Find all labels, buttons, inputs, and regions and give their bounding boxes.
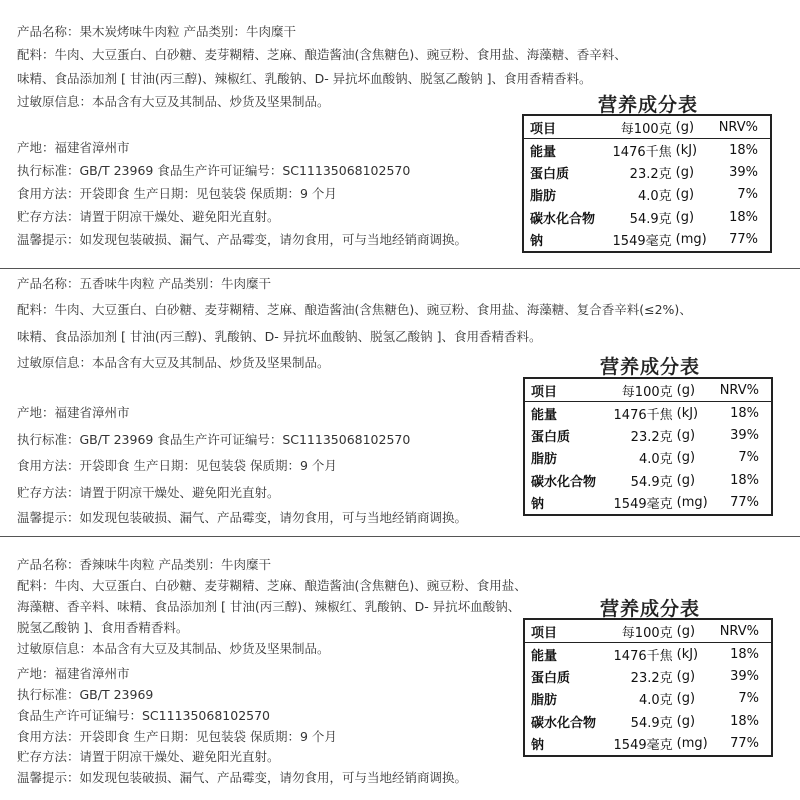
nutrient-name: 钠	[531, 497, 545, 513]
nutrient-amount: 1549毫克	[612, 234, 672, 250]
nutrient-unit: (g)	[676, 427, 696, 443]
nutrient-unit: (g)	[676, 713, 696, 729]
allergen-line: 过敏原信息：本品含有大豆及其制品、炒货及坚果制品。	[17, 641, 330, 656]
header-unit: (g)	[674, 116, 713, 139]
nutrient-name: 碳水化合物	[530, 211, 596, 227]
nutrient-amount: 1476千焦	[613, 407, 673, 423]
nutrient-unit: (mg)	[676, 736, 708, 752]
ingredients-line: 海藻糖、香辛料、味精、食品添加剂 [ 甘油(丙三醇)、辣椒红、乳酸钠、D- 异抗坏血酸钠、	[17, 599, 521, 614]
header-item: 项目	[524, 116, 601, 139]
standard-line: 执行标准：GB/T 23969 食品生产许可证编号：SC11135068102570	[17, 432, 411, 447]
allergen-line: 过敏原信息：本品含有大豆及其制品、炒货及坚果制品。	[17, 94, 330, 109]
nutrient-amount: 54.9克	[630, 474, 673, 490]
header-item: 项目	[525, 620, 602, 643]
header-nrv: NRV%	[714, 379, 771, 402]
nutrient-amount: 54.9克	[629, 211, 672, 227]
nutrient-nrv: 77%	[729, 232, 758, 248]
nutrient-unit: (g)	[676, 450, 696, 466]
nutrient-amount: 4.0克	[638, 693, 673, 709]
nutrition-row	[525, 710, 771, 733]
ingredients-line: 味精、食品添加剂 [ 甘油(丙三醇)、乳酸钠、D- 异抗坏血酸钠、脱氢乙酸钠 ]、食用香精香料。	[17, 329, 542, 344]
header-per100: 每100克	[602, 379, 674, 402]
origin-line: 产地：福建省漳州市	[17, 140, 130, 155]
storage-line: 贮存方法：请置于阴凉干燥处、避免阳光直射。	[17, 485, 280, 500]
nutrition-row	[525, 733, 771, 756]
nutrient-unit: (g)	[676, 472, 696, 488]
nutrient-unit: (mg)	[675, 232, 707, 248]
nutrient-name: 蛋白质	[531, 429, 571, 445]
header-per100: 每100克	[602, 620, 674, 643]
nutrient-amount: 23.2克	[630, 670, 673, 686]
usage-line: 食用方法：开袋即食 生产日期：见包装袋 保质期：9 个月	[17, 458, 337, 473]
standard-line: 执行标准：GB/T 23969 食品生产许可证编号：SC11135068102570	[17, 163, 411, 178]
nutrient-nrv: 7%	[738, 450, 759, 466]
tips-line: 温馨提示：如发现包装破损、漏气、产品霉变，请勿食用，可与当地经销商调换。	[17, 232, 468, 247]
nutrient-name: 钠	[531, 738, 545, 754]
ingredients-line: 配料：牛肉、大豆蛋白、白砂糖、麦芽糊精、芝麻、酿造酱油(含焦糖色)、豌豆粉、食用盐、海藻糖、香辛料、	[17, 47, 627, 62]
nutrition-row	[525, 643, 771, 666]
nutrient-name: 蛋白质	[530, 166, 570, 182]
nutrient-nrv: 7%	[738, 691, 759, 707]
nutrient-unit: (kJ)	[676, 646, 699, 662]
storage-line: 贮存方法：请置于阴凉干燥处、避免阳光直射。	[17, 749, 280, 764]
nutrient-nrv: 18%	[729, 209, 758, 225]
header-per100: 每100克	[601, 116, 673, 139]
nutrient-nrv: 39%	[730, 668, 759, 684]
nutrient-name: 钠	[530, 234, 544, 250]
nutrient-nrv: 7%	[737, 187, 758, 203]
nutrient-amount: 1549毫克	[613, 738, 673, 754]
usage-line: 食用方法：开袋即食 生产日期：见包装袋 保质期：9 个月	[17, 186, 337, 201]
nutrient-unit: (mg)	[676, 495, 708, 511]
product-name-line: 产品名称：五香味牛肉粒 产品类别：牛肉糜干	[17, 276, 271, 291]
nutrition-title: 营养成分表	[600, 598, 701, 620]
license-line: 食品生产许可证编号：SC11135068102570	[17, 708, 271, 723]
nutrient-amount: 1549毫克	[613, 497, 673, 513]
nutrient-nrv: 18%	[730, 713, 759, 729]
ingredients-line: 脱氢乙酸钠 ]、食用香精香料。	[17, 620, 189, 635]
nutrient-unit: (kJ)	[676, 405, 699, 421]
nutrient-nrv: 18%	[730, 646, 759, 662]
nutrient-name: 能量	[531, 407, 558, 423]
nutrient-amount: 23.2克	[629, 166, 672, 182]
product-name-line: 产品名称：香辣味牛肉粒 产品类别：牛肉糜干	[17, 557, 271, 572]
nutrient-unit: (g)	[675, 187, 695, 203]
nutrient-nrv: 77%	[730, 495, 759, 511]
nutrition-title: 营养成分表	[600, 356, 701, 378]
tips-line: 温馨提示：如发现包装破损、漏气、产品霉变，请勿食用，可与当地经销商调换。	[17, 510, 468, 525]
nutrient-unit: (kJ)	[675, 142, 698, 158]
ingredients-line: 味精、食品添加剂 [ 甘油(丙三醇)、辣椒红、乳酸钠、D- 异抗坏血酸钠、脱氢乙酸钠 ]、食用香精香料。	[17, 71, 592, 86]
nutrient-name: 脂肪	[530, 189, 557, 205]
product-name-line: 产品名称：果木炭烤味牛肉粒 产品类别：牛肉糜干	[17, 24, 296, 39]
nutrient-amount: 4.0克	[638, 452, 673, 468]
header-nrv: NRV%	[713, 116, 770, 139]
nutrient-name: 脂肪	[531, 452, 558, 468]
nutrient-unit: (g)	[675, 164, 695, 180]
nutrient-name: 碳水化合物	[531, 715, 597, 731]
nutrient-unit: (g)	[676, 668, 696, 684]
nutrient-nrv: 18%	[730, 472, 759, 488]
nutrient-name: 能量	[531, 648, 558, 664]
nutrient-name: 蛋白质	[531, 670, 571, 686]
header-nrv: NRV%	[714, 620, 771, 643]
usage-line: 食用方法：开袋即食 生产日期：见包装袋 保质期：9 个月	[17, 729, 337, 744]
header-unit: (g)	[675, 620, 714, 643]
nutrition-table	[523, 618, 773, 757]
nutrition-title: 营养成分表	[598, 94, 699, 116]
nutrient-unit: (g)	[676, 691, 696, 707]
tips-line: 温馨提示：如发现包装破损、漏气、产品霉变，请勿食用，可与当地经销商调换。	[17, 770, 468, 785]
origin-line: 产地：福建省漳州市	[17, 405, 130, 420]
nutrient-amount: 1476千焦	[612, 144, 672, 160]
allergen-line: 过敏原信息：本品含有大豆及其制品、炒货及坚果制品。	[17, 355, 330, 370]
nutrient-name: 脂肪	[531, 693, 558, 709]
nutrient-nrv: 18%	[729, 142, 758, 158]
nutrition-header-row	[525, 620, 771, 643]
header-unit: (g)	[675, 379, 714, 402]
storage-line: 贮存方法：请置于阴凉干燥处、避免阳光直射。	[17, 209, 280, 224]
header-item: 项目	[525, 379, 602, 402]
ingredients-line: 配料：牛肉、大豆蛋白、白砂糖、麦芽糊精、芝麻、酿造酱油(含焦糖色)、豌豆粉、食用盐、海藻糖、复合香辛料(≤2%)、	[17, 302, 692, 317]
nutrient-unit: (g)	[675, 209, 695, 225]
nutrient-name: 能量	[530, 144, 557, 160]
nutrient-nrv: 77%	[730, 736, 759, 752]
nutrient-nrv: 39%	[729, 164, 758, 180]
nutrient-nrv: 18%	[730, 405, 759, 421]
ingredients-line: 配料：牛肉、大豆蛋白、白砂糖、麦芽糊精、芝麻、酿造酱油(含焦糖色)、豌豆粉、食用盐、	[17, 578, 527, 593]
origin-line: 产地：福建省漳州市	[17, 666, 130, 681]
nutrient-amount: 4.0克	[637, 189, 672, 205]
nutrient-amount: 1476千焦	[613, 648, 673, 664]
nutrition-row	[525, 688, 771, 711]
standard-line: 执行标准：GB/T 23969	[17, 687, 154, 702]
nutrient-nrv: 39%	[730, 427, 759, 443]
nutrition-row	[525, 665, 771, 688]
nutrient-amount: 54.9克	[630, 715, 673, 731]
nutrient-amount: 23.2克	[630, 429, 673, 445]
nutrient-name: 碳水化合物	[531, 474, 597, 490]
